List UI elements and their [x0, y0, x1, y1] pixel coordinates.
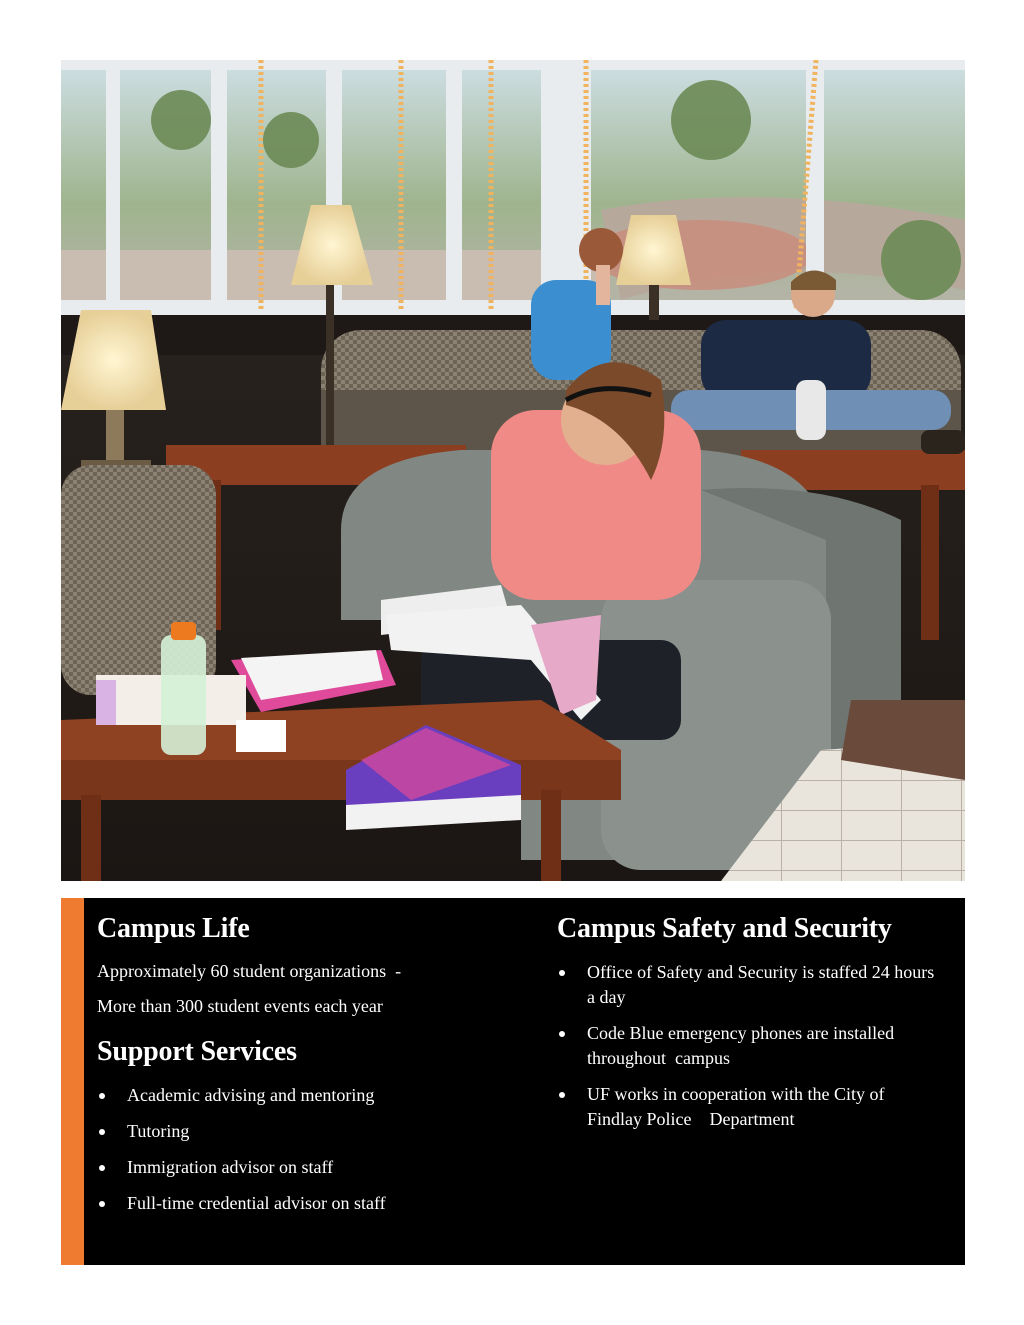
bullet-icon	[559, 970, 565, 976]
left-column	[97, 912, 507, 1227]
list-item	[557, 960, 937, 1010]
list-item-text: Immigration advisor on staff	[127, 1157, 334, 1177]
list-item-text: Office of Safety and Security is staffed 24 hours a day	[587, 962, 939, 1007]
bullet-icon	[99, 1165, 105, 1171]
campus-life-title: Campus Life	[97, 913, 250, 944]
list-item	[97, 1083, 507, 1108]
list-item	[97, 1191, 507, 1216]
list-item-text: Tutoring	[127, 1121, 190, 1141]
lounge-photo-illustration	[61, 60, 965, 881]
support-services-list	[97, 1083, 507, 1216]
list-item	[557, 1082, 937, 1132]
list-item	[97, 1155, 507, 1180]
safety-list	[557, 960, 937, 1132]
campus-life-line-events: More than 300 student events each year	[97, 996, 383, 1016]
list-item-text: Academic advising and mentoring	[127, 1085, 375, 1105]
right-column	[557, 912, 937, 1143]
safety-title: Campus Safety and Security	[557, 913, 892, 944]
students-lounge-photo	[61, 60, 965, 881]
info-panel	[61, 898, 965, 1265]
bullet-icon	[559, 1092, 565, 1098]
bullet-icon	[559, 1031, 565, 1037]
bullet-icon	[99, 1129, 105, 1135]
support-services-title: Support Services	[97, 1036, 297, 1067]
bullet-icon	[99, 1093, 105, 1099]
list-item	[97, 1119, 507, 1144]
list-item-text: UF works in cooperation with the City of Findlay Police Department	[587, 1084, 889, 1129]
campus-life-line-organizations: Approximately 60 student organizations -	[97, 961, 402, 981]
list-item-text: Code Blue emergency phones are installed throughout campus	[587, 1023, 899, 1068]
list-item-text: Full-time credential advisor on staff	[127, 1193, 386, 1213]
list-item	[557, 1021, 937, 1071]
bullet-icon	[99, 1201, 105, 1207]
accent-bar	[61, 898, 84, 1265]
